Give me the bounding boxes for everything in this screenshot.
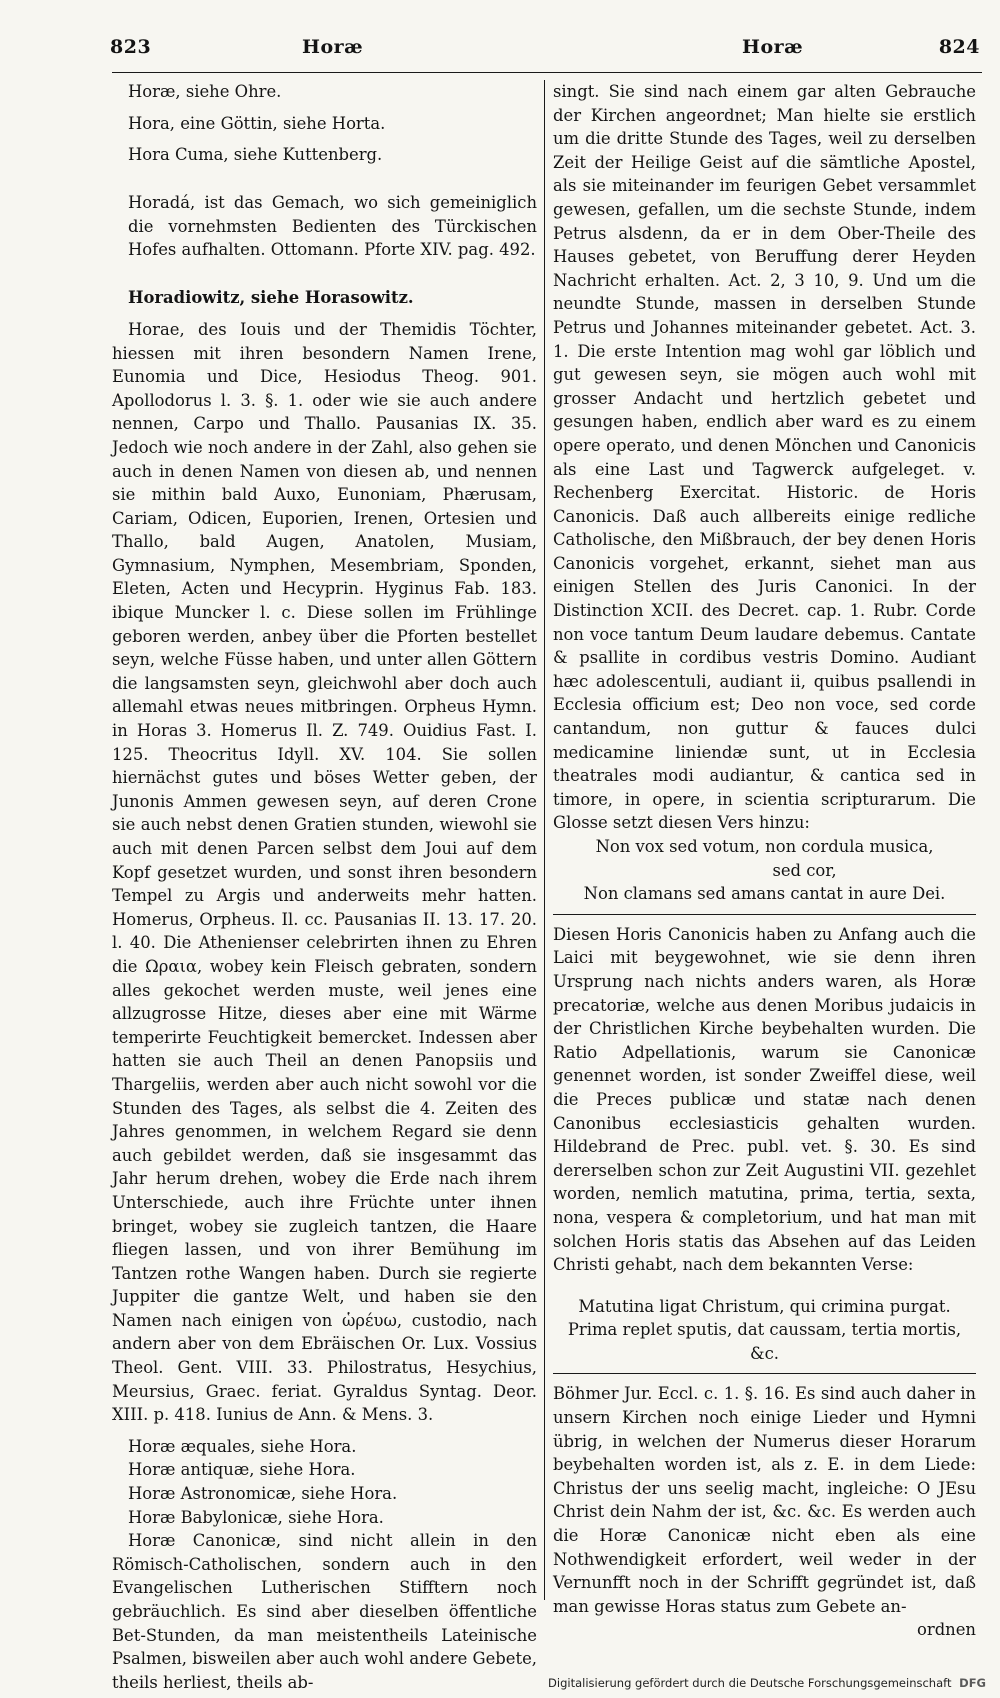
section-rule [553,914,976,915]
running-header [110,36,980,76]
verse-line: Non clamans sed amans cantat in aure Dei. [583,884,946,904]
cross-reference: Hora, eine Göttin, siehe Horta. [128,113,386,133]
verse-line: Prima replet sputis, dat caussam, tertia mortis, &c. [567,1320,962,1363]
cross-reference: Horæ Astronomicæ, siehe Hora. [128,1484,398,1504]
credit-text: Digitalisierung gefördert durch die Deutsche Forschungsgemeinschaft [548,1676,952,1690]
verse-line: Non vox sed votum, non cordula musica, [595,837,934,856]
page-number-right: 824 [938,36,980,58]
entry-horadiowitz: Horadiowitz, siehe Horasowitz. [128,288,414,308]
right-column [553,80,976,1642]
left-column [112,80,537,1694]
cross-reference: Horæ antiquæ, siehe Hora. [128,1460,356,1480]
running-title-right: Horæ [742,36,804,58]
dfg-logo: DFG [959,1676,986,1690]
canonicae-continued: singt. Sie sind nach einem gar alten Gebrauche der Kirchen angeordnet; Man hielte sie erstlich um die dritte Stunde des Tages, weil zu derselben Zeit der Heilige Geist auf die sämtliche Apostel, als sie miteinander im feurigen Gebet versammlet gewesen, gefallen, um die sechste Stunde, indem Petrus alsdenn, da er in dem Ober-Theile des Hauses gebetet, von Beruffung derer Heyden Nachricht erhalten. Act. 2, 3 10, 9. Und um die neundte Stunde, massen in derselben Stunde Petrus und Johannes miteinander gebetet. Act. 3. 1. Die erste Intention mag wohl gar löblich und gut gewesen seyn, sie mögen auch wohl mit grosser Andacht und hertzlich gebetet und gesungen haben, endlich aber ward es zu einem opere operato, und denen Mönchen und Canonicis als eine Last und Tagwerck aufgeleget. v. Rechenberg Exercitat. Historic. de Horis Canonicis. Daß auch allbereits einige redliche Catholische, den Mißbrauch, der bey denen Horis Canonicis vorgehet, erkannt, siehet man aus einigen Stellen des Juris Canonici. In der Distinction XCII. des Decret. cap. 1. Rubr. Corde non voce tantum Deum laudare debemus. Cantate & psallite in cordibus vestris Domino. Audiant hæc adolescentuli, audiant ii, quibus psallendi in Ecclesia officium est; Deo non voce, sed corde cantandum, non guttur & fauces dulci medicamine liniendæ sunt, ut in Ecclesia theatrales modi audiantur, & cantica sed in timore, in opere, in scientia scripturarum. Die Glosse setzt diesen Vers hinzu: [553,82,976,833]
entry-horae-canonicae: Horæ Canonicæ, sind nicht allein in den Römisch-Catholischen, sondern auch in den Evangelischen Lutherischen Stifftern noch gebräuchlich. Es sind aber dieselben öffentliche Bet-Stunden, da man meistentheils Lateinische Psalmen, bisweilen aber auch wohl andere Gebete, theils herliest, theils ab- [112,1531,537,1692]
entry-horada: Horadá, ist das Gemach, wo sich gemeiniglich die vornehmsten Bedienten des Türckischen Hofes aufhalten. Ottomann. Pforte XIV. pag. 492. [128,193,537,260]
digitization-credit [548,1676,986,1690]
canonicae-paragraph: Diesen Horis Canonicis haben zu Anfang auch die Laici mit beygewohnet, wie sie denn ihren Ursprung nach nichts anders waren, als Horæ precatoriæ, welche aus denen Moribus judaicis in der Christlichen Kirche beybehalten wurden. Die Ratio Adpellationis, warum sie Canonicæ genennet worden, ist sonder Zweiffel diese, weil die Preces publicæ und statæ nach denen Canonibus ecclesiasticis gehalten wurden. Hildebrand de Prec. publ. vet. §. 30. Es sind dererselben schon zur Zeit Augustini VII. gezehlet worden, nemlich matutina, prima, tertia, sexta, nona, vespera & completorium, und hat man mit solchen Horis statis das Absehen auf das Leiden Christi gehabt, nach dem bekannten Verse: [553,924,976,1275]
catchword: ordnen [916,1620,976,1640]
verse-line: sed cor, [772,860,837,880]
cross-reference: Hora Cuma, siehe Kuttenberg. [128,145,383,165]
header-rule [112,72,982,73]
canonicae-paragraph: Böhmer Jur. Eccl. c. 1. §. 16. Es sind auch daher in unsern Kirchen noch einige Lieder und Hymni übrig, in welchen der Numerus dieser Horarum beybehalten worden ist, als z. E. in dem Liede: Christus der uns seelig macht, ingleiche: O JEsu Christ dein Nahm der ist, &c. &c. Es werden auch die Horæ Canonicæ nicht eben als eine Nothwendigkeit erfordert, weil weder in der Vernunfft noch in der Schrifft gegründet ist, daß man gewisse Horas status zum Gebete an- [553,1384,976,1616]
entry-horae-main: Horae, des Iouis und der Themidis Töchter, hiessen mit ihren besondern Namen Irene, Eunomia und Dice, Hesiodus Theog. 901. Apollodorus l. 3. §. 1. oder wie sie auch andere nennen, Carpo und Thallo. Pausanias IX. 35. Jedoch wie noch andere in der Zahl, also gehen sie auch in denen Namen von diesen ab, und nennen sie mithin bald Auxo, Eunoniam, Phærusam, Cariam, Odicen, Euporien, Irenen, Ortesien und Thallo, bald Augen, Anatolen, Musiam, Gymnasium, Nymphen, Mesembriam, Sponden, Eleten, Acten und Hecyprin. Hyginus Fab. 183. ibique Muncker l. c. Diese sollen im Frühlinge geboren werden, anbey über die Pforten bestellet seyn, welche Füsse haben, und unter allen Göttern die langsamsten seyn, gleichwohl aber doch auch allemahl etwas neues mitbringen. Orpheus Hymn. in Horas 3. Homerus Il. Z. 749. Ouidius Fast. I. 125. Theocritus Idyll. XV. 104. Sie sollen hiernächst gutes und böses Wetter geben, der Junonis Ammen gewesen seyn, auf deren Crone sie auch nebst denen Gratien stunden, wiewohl sie auch mit denen Parcen selbst dem Joui auf dem Kopf gesetzet wurden, und sonst ihren besondern Tempel zu Argis und anderweits mehr hatten. Homerus, Orpheus. Il. cc. Pausanias II. 13. 17. 20. l. 40. Die Athenienser celebrirten ihnen zu Ehren die Ωραια, wobey kein Fleisch gebraten, sondern alles gekochet werden muste, weil jenes eine allzugrosse Hitze, dieses aber eine mit Wärme temperirte Feuchtigkeit bemercket. Indessen aber hatten sie auch Theil an denen Panopsiis und Thargeliis, werden aber auch nicht sowohl vor die Stunden des Tages, als selbst die 4. Zeiten des Jahres genommen, in welchem Regard sie denn auch gebildet werden, daß sie insgesammt das Jahr herum drehen, wobey die Erde nach ihrem Unterschiede, auch ihre Früchte unter ihnen bringet, wobey sie zugleich tantzen, die Haare fliegen lassen, und von ihrer Bemühung im Tantzen rothe Wangen haben. Durch sie regierte Juppiter die gantze Welt, und haben sie den Namen nach einigen von ὡρέυω, custodio, nach andern aber von dem Ebräischen Or. Lux. Vossius Theol. Gent. VIII. 33. Philostratus, Hesychius, Meursius, Graec. feriat. Gyraldus Syntag. Deor. XIII. p. 418. Iunius de Ann. & Mens. 3. [112,319,537,1425]
page-number-left: 823 [110,36,152,58]
cross-reference: Horæ Babylonicæ, siehe Hora. [128,1507,384,1527]
running-title-left: Horæ [302,36,364,58]
cross-reference: Horæ, siehe Ohre. [128,82,282,101]
column-divider [544,80,545,1600]
section-rule [553,1373,976,1374]
cross-reference: Horæ æquales, siehe Hora. [128,1436,357,1456]
verse-line: Matutina ligat Christum, qui crimina purgat. [578,1296,951,1316]
